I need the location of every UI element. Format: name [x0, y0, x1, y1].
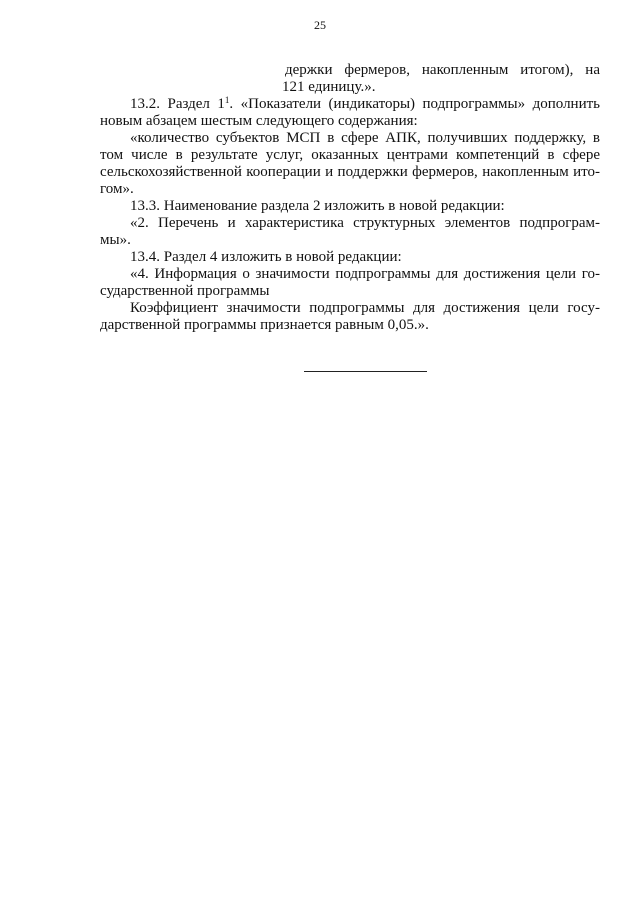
quote-line-2: том числе в результате услуг, оказанных центрами компетенций в сфере [100, 147, 600, 163]
quote-line-4: гом». [100, 181, 134, 197]
section-4-title-line-1: «4. Информация о значимости подпрограммы для достижения цели го- [130, 266, 600, 282]
section-2-title-line-1: «2. Перечень и характеристика структурных элементов подпрограм- [130, 215, 600, 231]
section-superscript: 1 [224, 95, 230, 105]
quote-line-3: сельскохозяйственной кооперации и поддержки фермеров, накопленным ито- [100, 164, 600, 180]
section-2-title-line-2: мы». [100, 232, 131, 248]
coefficient-line-2: дарственной программы признается равным 0,05.». [100, 317, 429, 333]
continued-line-1: держки фермеров, накопленным итогом), на [285, 62, 600, 78]
item-13-2-line-2: новым абзацем шестым следующего содержания: [100, 113, 418, 129]
item-13-2-text-pre: 13.2. Раздел 1 [130, 96, 225, 112]
item-13-3-heading: 13.3. Наименование раздела 2 изложить в новой редакции: [130, 198, 505, 214]
continued-line-2: 121 единицу.». [282, 79, 376, 95]
coefficient-line-1: Коэффициент значимости подпрограммы для достижения цели госу- [130, 300, 600, 316]
document-body [100, 62, 600, 334]
end-of-text-rule [304, 371, 427, 372]
item-13-2-heading [100, 96, 600, 113]
item-13-4-heading: 13.4. Раздел 4 изложить в новой редакции: [130, 249, 402, 265]
item-13-2-text-post: . «Показатели (индикаторы) подпрограммы» дополнить [229, 96, 601, 112]
section-4-title-line-2: сударственной программы [100, 283, 270, 299]
page-number: 25 [314, 18, 326, 32]
quote-line-1: «количество субъектов МСП в сфере АПК, получивших поддержку, в [130, 130, 600, 146]
